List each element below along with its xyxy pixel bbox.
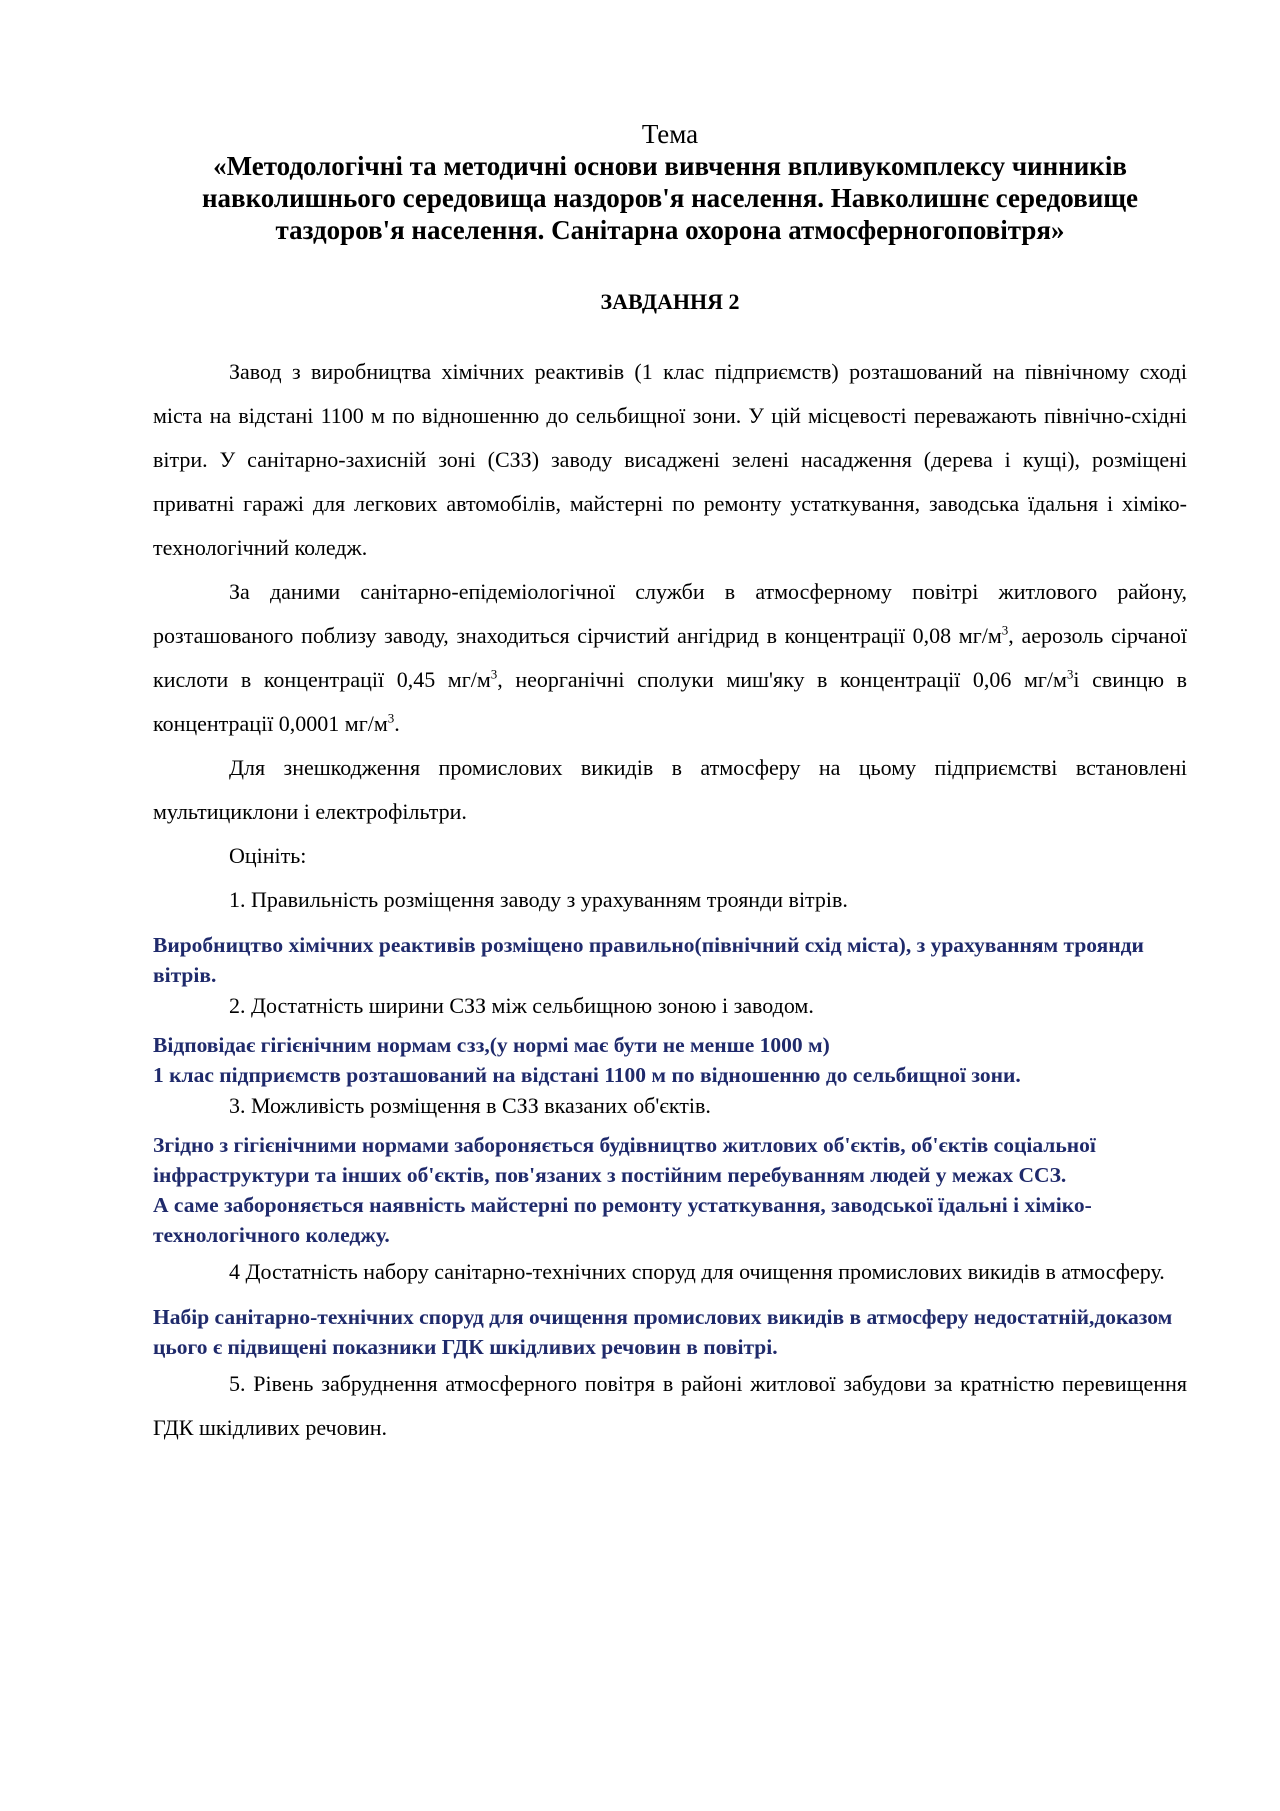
question-1: 1. Правильність розміщення заводу з урахуванням троянди вітрів. bbox=[229, 887, 848, 912]
answer-3-line-2: А саме забороняється наявність майстерні по ремонту устаткування, заводської їдальні і хіміко-технологічного коледжу. bbox=[153, 1193, 1092, 1247]
answer-2-line-1: Відповідає гігієнічним нормам сзз,(у нормі має бути не менше 1000 м) bbox=[153, 1033, 830, 1057]
superscript-3: 3 bbox=[490, 666, 498, 682]
question-5: 5. Рівень забруднення атмосферного повітря в районі житлової забудови за кратністю перевищення ГДК шкідливих речовин. bbox=[153, 1371, 1187, 1440]
question-3: 3. Можливість розміщення в СЗЗ вказаних об'єктів. bbox=[229, 1093, 711, 1118]
task-heading: ЗАВДАННЯ 2 bbox=[600, 289, 740, 314]
paragraph-assess: Оцініть: bbox=[229, 843, 307, 868]
document-title: «Методологічні та методичні основи вивчення впливукомплексу чинників навколишнього середовища наздоров'я населення. Навколишнє середовище таздоров'я населення. Санітарна охорона атмосферногоповітря» bbox=[201, 151, 1139, 245]
pollution-text-5: . bbox=[394, 711, 400, 736]
document-content bbox=[153, 118, 1187, 1450]
question-4: 4 Достатність набору санітарно-технічних споруд для очищення промислових викидів в атмосферу. bbox=[229, 1259, 1165, 1284]
pollution-text-1: За даними санітарно-епідеміологічної служби в атмосферному повітрі житлового району, розташованого поблизу заводу, знаходиться сірчистий ангідрид в концентрації 0,08 мг/м bbox=[153, 579, 1187, 648]
topic-label: Тема bbox=[641, 119, 699, 149]
pollution-text-2: , аерозоль сірчаної кислоти в концентрації 0,45 мг/м bbox=[153, 623, 1187, 692]
superscript-3: 3 bbox=[1001, 622, 1009, 638]
superscript-3: 3 bbox=[1066, 666, 1074, 682]
superscript-3: 3 bbox=[387, 710, 395, 726]
paragraph-plant-description: Завод з виробництва хімічних реактивів (1 клас підприємств) розташований на північному сході міста на відстані 1100 м по відношенню до сельбищної зони. У цій місцевості переважають північно-східні вітри. У санітарно-захисній зоні (СЗЗ) заводу висаджені зелені насадження (дерева і кущі), розміщені приватні гаражі для легкових автомобілів, майстерні по ремонту устаткування, заводська їдальня і хіміко-технологічний коледж. bbox=[153, 359, 1187, 560]
pollution-text-4: і свинцю в концентрації 0,0001 мг/м bbox=[153, 667, 1187, 736]
answer-3-line-1: Згідно з гігієнічними нормами забороняється будівництво житлових об'єктів, об'єктів соціальної інфраструктури та інших об'єктів, пов'язаних з постійним перебуванням людей у межах ССЗ. bbox=[153, 1133, 1096, 1187]
paragraph-filters: Для знешкодження промислових викидів в атмосферу на цьому підприємстві встановлені мультициклони і електрофільтри. bbox=[153, 755, 1187, 824]
answer-1: Виробництво хімічних реактивів розміщено правильно(північний схід міста), з урахуванням троянди вітрів. bbox=[153, 933, 1144, 987]
answer-2-line-2: 1 клас підприємств розташований на відстані 1100 м по відношенню до сельбищної зони. bbox=[153, 1063, 1021, 1087]
question-2: 2. Достатність ширини СЗЗ між сельбищною зоною і заводом. bbox=[229, 993, 814, 1018]
pollution-text-3: , неорганічні сполуки миш'яку в концентрації 0,06 мг/м bbox=[497, 667, 1067, 692]
paragraph-pollution-data bbox=[153, 570, 1187, 746]
answer-4: Набір санітарно-технічних споруд для очищення промислових викидів в атмосферу недостатній,доказом цього є підвищені показники ГДК шкідливих речовин в повітрі. bbox=[153, 1305, 1173, 1359]
